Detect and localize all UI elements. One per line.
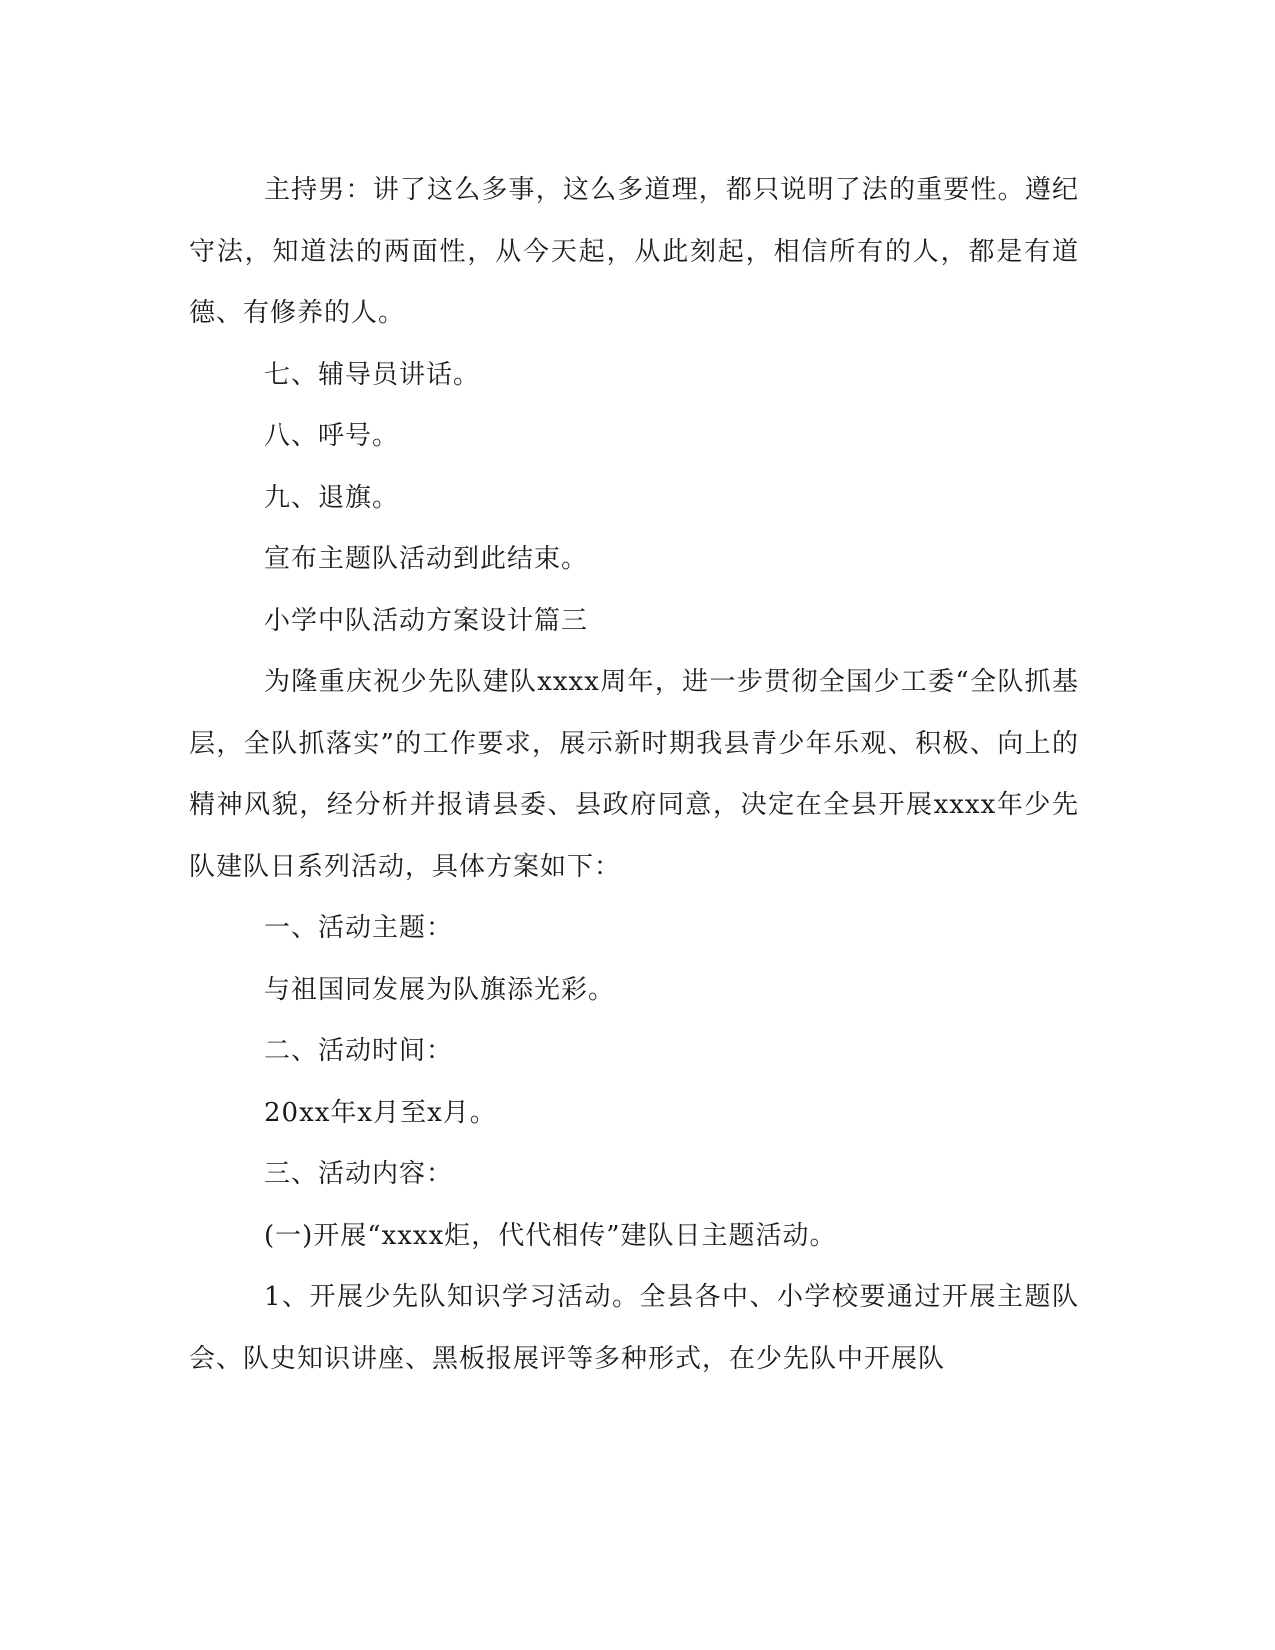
paragraph-host-closing: 主持男：讲了这么多事，这么多道理，都只说明了法的重要性。遵纪守法，知道法的两面性，从今天起，从此刻起，相信所有的人，都是有道德、有修养的人。 [189,175,1079,328]
heading-activity-theme: 一、活动主题： [264,913,454,943]
paragraph-counselor-speech: 七、辅导员讲话。 [264,359,481,390]
document-body [189,160,1079,1390]
subheading-theme-activity: (一)开展“xxxx炬，代代相传”建队日主题活动。 [264,1220,837,1251]
paragraph-retire-flag: 九、退旗。 [264,482,400,513]
paragraph-slogan: 八、呼号。 [264,421,400,451]
paragraph-introduction: 为隆重庆祝少先队建队xxxx周年，进一步贯彻全国少工委“全队抓基层，全队抓落实”的工作要求，展示新时期我县青少年乐观、积极、向上的精神风貌，经分析并报请县委、县政府同意，决定在全县开展xxxx年少先队建队日系列活动，具体方案如下： [189,667,1079,882]
paragraph-theme-content: 与祖国同发展为队旗添光彩。 [264,974,616,1005]
heading-activity-content: 三、活动内容： [264,1159,454,1189]
paragraph-knowledge-learning: 1、开展少先队知识学习活动。全县各中、小学校要通过开展主题队会、队史知识讲座、黑板报展评等多种形式，在少先队中开展队 [189,1282,1079,1374]
heading-activity-time: 二、活动时间： [264,1036,454,1066]
paragraph-time-content: 20xx年x月至x月。 [264,1097,497,1128]
section-heading-part-three: 小学中队活动方案设计篇三 [264,605,589,636]
paragraph-activity-end: 宣布主题队活动到此结束。 [264,544,589,574]
